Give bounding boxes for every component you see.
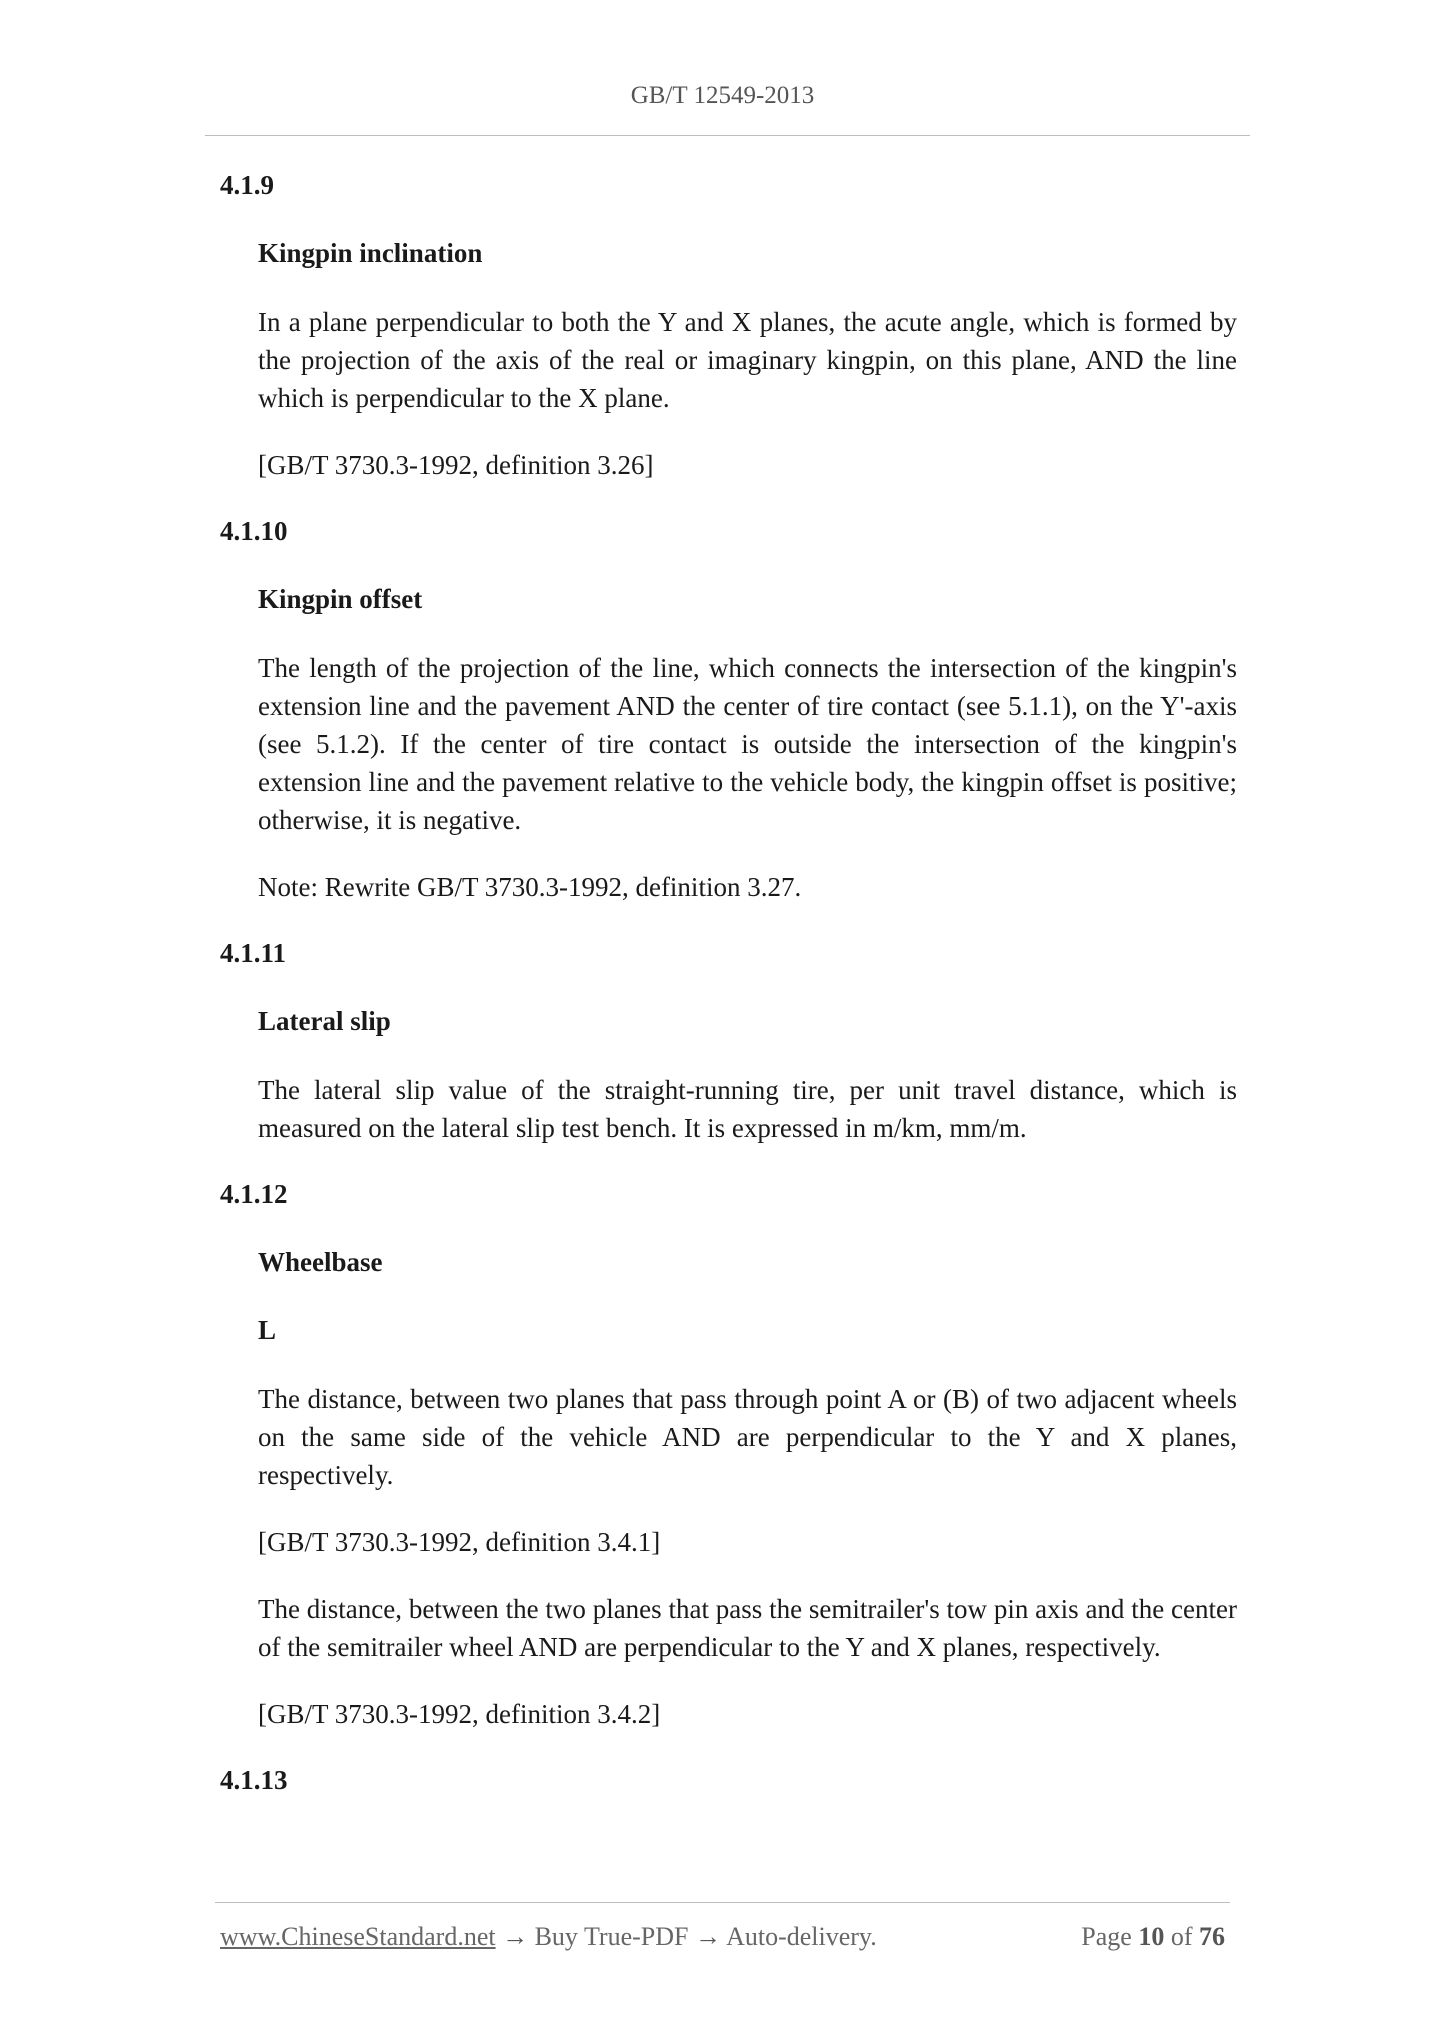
section-number: 4.1.11 — [220, 938, 287, 968]
website-link[interactable]: www.ChineseStandard.net — [220, 1922, 496, 1951]
term-title: Kingpin offset — [258, 584, 423, 614]
section-number: 4.1.10 — [220, 516, 288, 546]
reference-note: [GB/T 3730.3-1992, definition 3.4.2] — [258, 1699, 661, 1729]
document-body — [220, 167, 1237, 1830]
reference-note: Note: Rewrite GB/T 3730.3-1992, definition 3.27. — [258, 872, 802, 902]
definition-paragraph: The distance, between the two planes that pass the semitrailer's tow pin axis and the center of the semitrailer wheel AND are perpendicular to the Y and X planes, respectively. — [258, 1594, 1237, 1662]
page-of: of — [1170, 1922, 1193, 1951]
definition-paragraph: In a plane perpendicular to both the Y and X planes, the acute angle, which is formed by the projection of the axis of the real or imaginary kingpin, on this plane, AND the line which is perpendicular to the X plane. — [258, 307, 1237, 413]
page-current: 10 — [1138, 1922, 1165, 1951]
section-number: 4.1.9 — [220, 170, 274, 200]
term-symbol: L — [258, 1315, 277, 1345]
page-label: Page — [1081, 1922, 1132, 1951]
definition-paragraph: The distance, between two planes that pass through point A or (B) of two adjacent wheels on the same side of the vehicle AND are perpendicular to the Y and X planes, respectively. — [258, 1384, 1237, 1490]
footer-left — [220, 1922, 877, 1952]
section-number: 4.1.12 — [220, 1179, 288, 1209]
buy-pdf-text: Buy True-PDF — [534, 1922, 689, 1951]
page-total: 76 — [1199, 1922, 1225, 1951]
page-header: GB/T 12549-2013 — [630, 82, 815, 109]
arrow-right-icon: → — [502, 1922, 529, 1951]
page-number — [1081, 1922, 1225, 1952]
arrow-right-icon: → — [695, 1922, 721, 1951]
definition-paragraph: The lateral slip value of the straight-running tire, per unit travel distance, which is measured on the lateral slip test bench. It is expressed in m/km, mm/m. — [258, 1075, 1237, 1143]
header-divider — [205, 135, 1250, 136]
auto-delivery-text: Auto-delivery. — [726, 1922, 877, 1951]
section-number: 4.1.13 — [220, 1765, 288, 1795]
page-footer — [220, 1922, 1225, 1952]
term-title: Wheelbase — [258, 1247, 383, 1277]
definition-paragraph: The length of the projection of the line, which connects the intersection of the kingpin's extension line and the pavement AND the center of tire contact (see 5.1.1), on the Y'-axis (see 5.1.2). If the center of tire contact is outside the intersection of the kingpin's extension line and the pavement relative to the vehicle body, the kingpin offset is positive; otherwise, it is negative. — [258, 653, 1237, 835]
reference-note: [GB/T 3730.3-1992, definition 3.4.1] — [258, 1527, 661, 1557]
term-title: Kingpin inclination — [258, 238, 483, 268]
reference-note: [GB/T 3730.3-1992, definition 3.26] — [258, 450, 654, 480]
term-title: Lateral slip — [258, 1006, 391, 1036]
footer-divider — [215, 1902, 1230, 1903]
